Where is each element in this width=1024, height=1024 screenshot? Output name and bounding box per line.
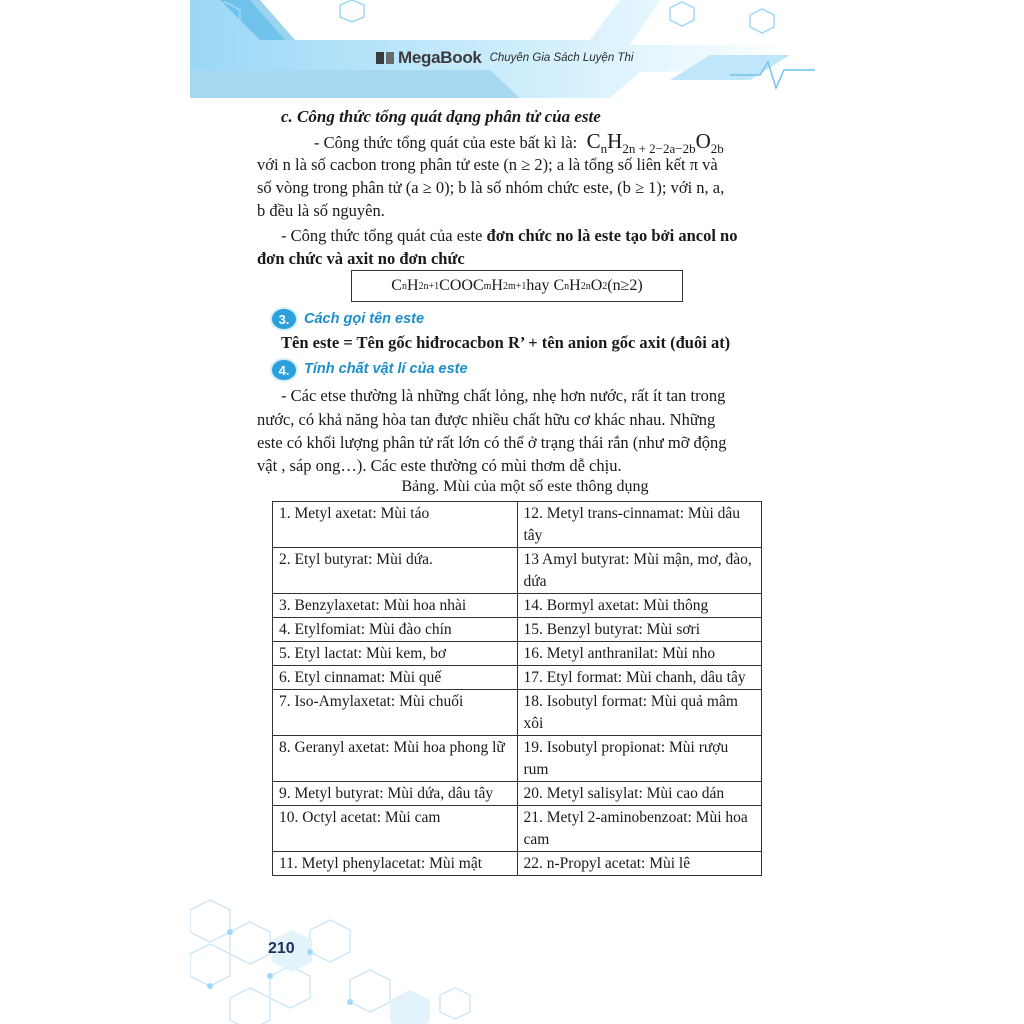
brand-logo xyxy=(376,48,633,68)
table-cell: 15. Benzyl butyrat: Mùi sơri xyxy=(517,618,762,642)
brand-tagline: Chuyên Gia Sách Luyện Thi xyxy=(489,52,634,64)
section-c-heading: c. Công thức tổng quát dạng phân tử của este xyxy=(281,107,601,126)
page-number: 210 xyxy=(268,940,295,957)
table-cell: 21. Metyl 2-aminobenzoat: Mùi hoa cam xyxy=(517,806,762,852)
paragraph-line: với n là số cacbon trong phân tử este (n ≥ 2); a là tổng số liên kết π và xyxy=(257,155,718,174)
table-cell: 10. Octyl acetat: Mùi cam xyxy=(273,806,518,852)
paragraph-line: - Các etse thường là những chất lỏng, nhẹ hơn nước, rất ít tan trong xyxy=(281,386,726,405)
table-cell: 12. Metyl trans-cinnamat: Mùi dâu tây xyxy=(517,502,762,548)
paragraph-line: vật , sáp ong…). Các este thường có mùi thơm dễ chịu. xyxy=(257,456,622,475)
table-cell: 17. Etyl format: Mùi chanh, dâu tây xyxy=(517,666,762,690)
table-cell: 7. Iso-Amylaxetat: Mùi chuối xyxy=(273,690,518,736)
naming-rule: Tên este = Tên gốc hiđrocacbon R’ + tên anion gốc axit (đuôi at) xyxy=(281,333,731,352)
table-cell: 18. Isobutyl format: Mùi quả mâm xôi xyxy=(517,690,762,736)
table-cell: 3. Benzylaxetat: Mùi hoa nhài xyxy=(273,594,518,618)
table-row xyxy=(273,690,762,736)
ester-odor-table xyxy=(272,501,762,876)
book-page xyxy=(190,0,815,1024)
book-icon xyxy=(376,51,394,65)
table-row xyxy=(273,618,762,642)
table-cell: 20. Metyl salisylat: Mùi cao dán xyxy=(517,782,762,806)
table-cell: 19. Isobutyl propionat: Mùi rượu rum xyxy=(517,736,762,782)
section-3-title: Cách gọi tên este xyxy=(304,311,425,327)
table-cell: 22. n-Propyl acetat: Mùi lê xyxy=(517,852,762,876)
paragraph-line: nước, có khả năng hòa tan được nhiều chất hữu cơ khác nhau. Những xyxy=(257,410,716,429)
table-cell: 13 Amyl butyrat: Mùi mận, mơ, đào, dứa xyxy=(517,548,762,594)
svg-text:3.: 3. xyxy=(278,312,290,327)
boxed-formula: C n H 2n+1 COOC m H 2m+1 hay C n H 2n O 2 (n≥2) xyxy=(351,270,683,302)
paragraph-line: b đều là số nguyên. xyxy=(257,201,385,220)
section-number-badge xyxy=(270,307,298,331)
table-row xyxy=(273,594,762,618)
table-row xyxy=(273,502,762,548)
table-row xyxy=(273,782,762,806)
section-number-badge xyxy=(270,358,298,382)
paragraph-line: số vòng trong phân tử (a ≥ 0); b là số nhóm chức este, (b ≥ 1); với n, a, xyxy=(257,178,725,197)
table-row xyxy=(273,548,762,594)
table-cell: 5. Etyl lactat: Mùi kem, bơ xyxy=(273,642,518,666)
table-caption: Bảng. Mùi của một số este thông dụng xyxy=(401,478,649,495)
table-cell: 1. Metyl axetat: Mùi táo xyxy=(273,502,518,548)
table-cell: 4. Etylfomiat: Mùi đào chín xyxy=(273,618,518,642)
table-cell: 9. Metyl butyrat: Mùi dứa, dâu tây xyxy=(273,782,518,806)
section-4-title: Tính chất vật lí của este xyxy=(304,361,468,377)
table-cell: 11. Metyl phenylacetat: Mùi mật xyxy=(273,852,518,876)
brand-name: MegaBook xyxy=(398,48,482,67)
paragraph-line: - Công thức tổng quát của este đơn chức no là este tạo bởi ancol no xyxy=(281,226,738,245)
general-formula-prefix: - Công thức tổng quát của este bất kì là: xyxy=(314,133,578,152)
paragraph-line-bold: đơn chức và axit no đơn chức xyxy=(257,249,465,268)
table-cell: 16. Metyl anthranilat: Mùi nho xyxy=(517,642,762,666)
table-row xyxy=(273,666,762,690)
table-cell: 2. Etyl butyrat: Mùi dứa. xyxy=(273,548,518,594)
paragraph-line: este có khối lượng phân tử rất lớn có thể ở trạng thái rắn (như mỡ động xyxy=(257,433,727,452)
svg-text:4.: 4. xyxy=(278,363,290,378)
table-row xyxy=(273,852,762,876)
table-row xyxy=(273,806,762,852)
table-cell: 6. Etyl cinnamat: Mùi quế xyxy=(273,666,518,690)
table-row xyxy=(273,642,762,666)
general-formula: $C_nH_{2n + 2-2a-2b}O_{2b}$ xyxy=(586,129,724,157)
table-cell: 8. Geranyl axetat: Mùi hoa phong lữ xyxy=(273,736,518,782)
table-cell: 14. Bormyl axetat: Mùi thông xyxy=(517,594,762,618)
table-row xyxy=(273,736,762,782)
